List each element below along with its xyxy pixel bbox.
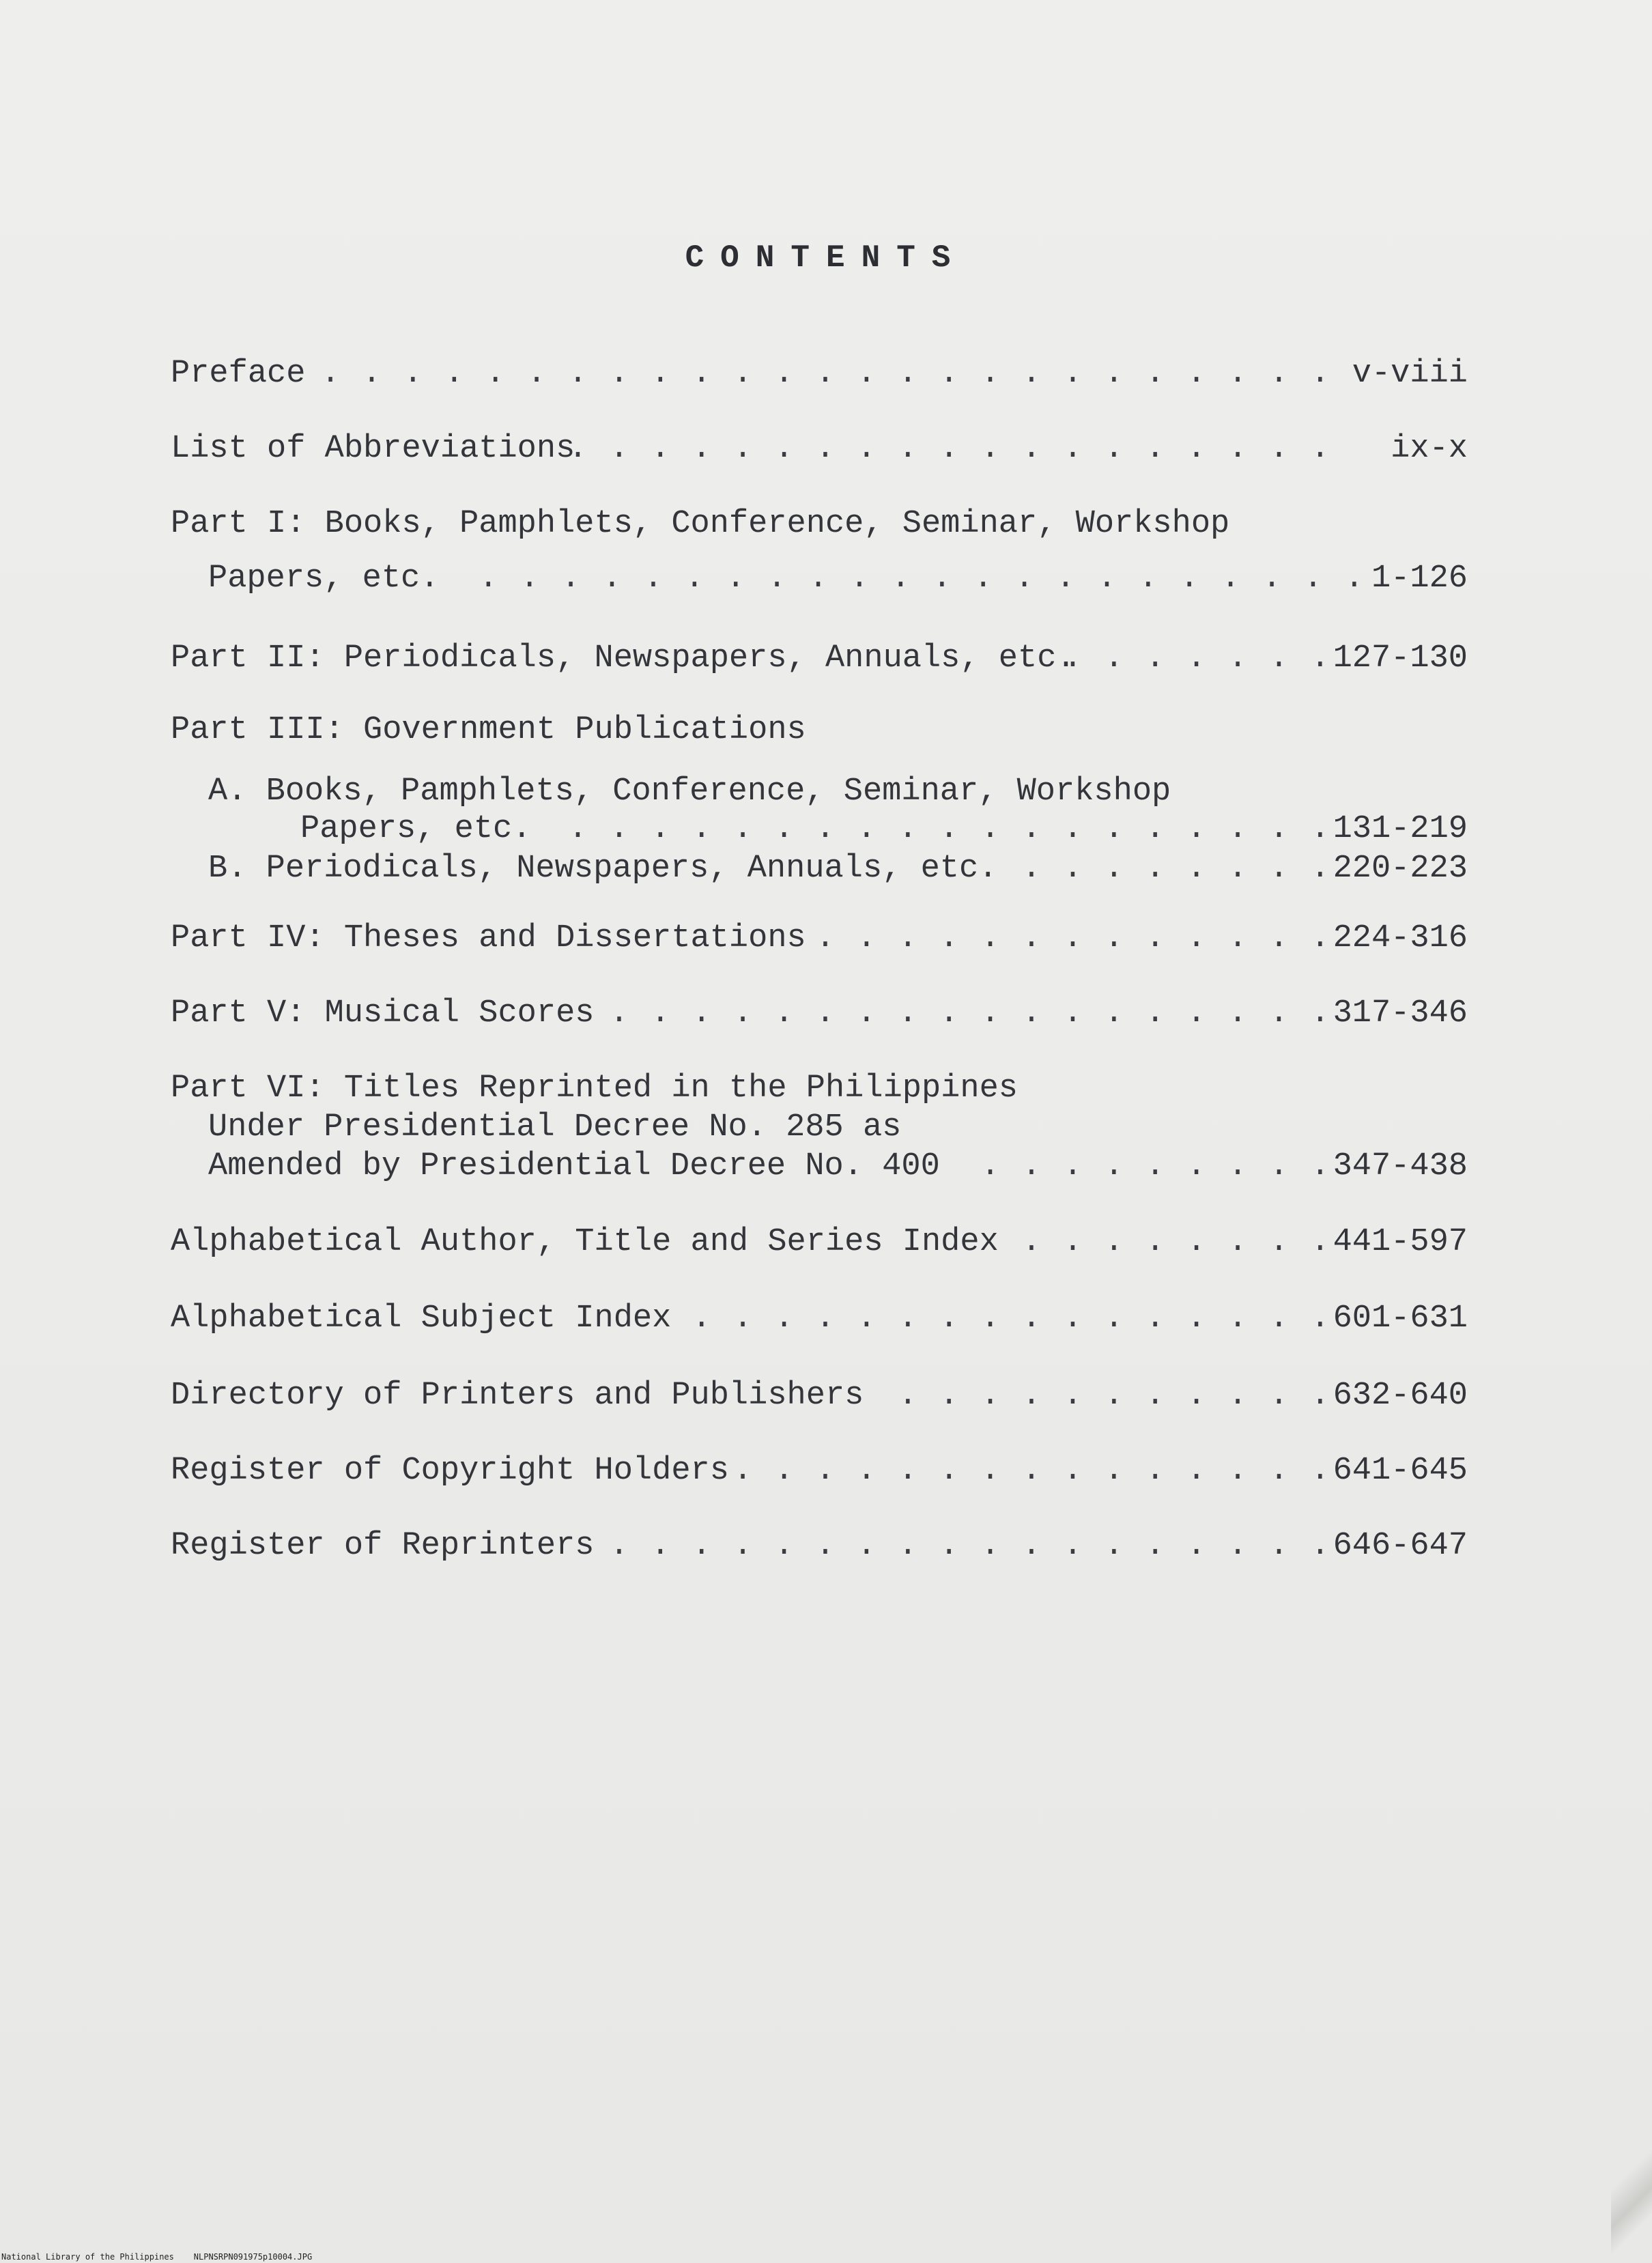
toc-entry-preface bbox=[171, 354, 305, 395]
toc-label: Directory of Printers and Publishers bbox=[171, 1378, 864, 1414]
toc-entry-part-6-cont2 bbox=[208, 1146, 940, 1187]
dot-leader bbox=[1065, 638, 1331, 679]
toc-label: Part IV: Theses and Dissertations bbox=[171, 920, 806, 956]
scan-footer bbox=[1, 2252, 312, 2262]
toc-label: Part II: Periodicals, Newspapers, Annuals, etc. bbox=[171, 640, 1076, 677]
toc-label: List of Abbreviations bbox=[171, 431, 575, 467]
dot-leader bbox=[614, 1526, 1331, 1567]
dot-leader bbox=[567, 429, 1331, 470]
toc-label: Part I: Books, Pamphlets, Conference, Seminar, Workshop bbox=[171, 506, 1230, 542]
toc-label: B. Periodicals, Newspapers, Annuals, etc. bbox=[208, 851, 998, 887]
toc-entry-abbreviations bbox=[171, 429, 575, 470]
toc-label: Alphabetical Subject Index bbox=[171, 1300, 672, 1337]
toc-entry-part-3a bbox=[208, 771, 1171, 812]
footer-library: National Library of the Philippines bbox=[1, 2252, 174, 2262]
toc-pages: 1-126 bbox=[1371, 560, 1468, 597]
toc-entry-part-3b bbox=[208, 849, 997, 889]
toc-entry-part-1 bbox=[171, 504, 1229, 545]
toc-pages: 347-438 bbox=[1333, 1148, 1468, 1184]
toc-pages: 224-316 bbox=[1333, 920, 1468, 956]
toc-entry-directory bbox=[171, 1376, 864, 1417]
toc-pages: 131-219 bbox=[1333, 811, 1468, 847]
toc-entry-part-6 bbox=[171, 1068, 1018, 1109]
toc-entry-part-4 bbox=[171, 918, 806, 959]
toc-pages: 127-130 bbox=[1333, 640, 1468, 677]
dot-leader bbox=[546, 809, 1331, 850]
dot-leader bbox=[1010, 849, 1331, 889]
contents-heading: CONTENTS bbox=[685, 240, 967, 276]
dot-leader bbox=[464, 558, 1365, 599]
toc-entry-part-6-cont bbox=[208, 1107, 901, 1148]
dot-leader bbox=[737, 1451, 1331, 1492]
toc-label-cont: Papers, etc. bbox=[208, 560, 440, 597]
dot-leader bbox=[874, 1376, 1331, 1417]
toc-label: Part III: Government Publications bbox=[171, 712, 806, 748]
toc-pages: 317-346 bbox=[1333, 995, 1468, 1031]
toc-label-cont: Under Presidential Decree No. 285 as bbox=[208, 1109, 902, 1145]
toc-label: Register of Reprinters bbox=[171, 1528, 595, 1564]
page-edge-shadow bbox=[1611, 2113, 1652, 2263]
toc-pages: 220-223 bbox=[1333, 851, 1468, 887]
toc-label: Part VI: Titles Reprinted in the Philippines bbox=[171, 1070, 1019, 1107]
toc-pages: ix-x bbox=[1391, 431, 1468, 467]
footer-filename: NLPNSRPN091975p10004.JPG bbox=[193, 2252, 313, 2262]
toc-entry-part-1-cont bbox=[208, 558, 439, 599]
toc-entry-part-2 bbox=[171, 638, 1076, 679]
toc-entry-part-3 bbox=[171, 710, 806, 751]
toc-pages: 601-631 bbox=[1333, 1300, 1468, 1337]
toc-pages: 632-640 bbox=[1333, 1378, 1468, 1414]
toc-entry-reprinters bbox=[171, 1526, 595, 1567]
toc-label: Alphabetical Author, Title and Series Index bbox=[171, 1224, 999, 1260]
dot-leader bbox=[956, 1146, 1331, 1187]
toc-label-cont: Amended by Presidential Decree No. 400 bbox=[208, 1148, 940, 1184]
toc-entry-author-index bbox=[171, 1222, 999, 1263]
toc-label: Register of Copyright Holders bbox=[171, 1453, 729, 1489]
dot-leader bbox=[683, 1298, 1331, 1339]
toc-label-cont: Papers, etc. bbox=[300, 811, 532, 847]
toc-label: Preface bbox=[171, 356, 306, 392]
toc-label: Part V: Musical Scores bbox=[171, 995, 595, 1031]
toc-entry-subject-index bbox=[171, 1298, 671, 1339]
dot-leader bbox=[314, 354, 1331, 395]
dot-leader bbox=[806, 918, 1331, 959]
toc-pages: 641-645 bbox=[1333, 1453, 1468, 1489]
toc-pages: 441-597 bbox=[1333, 1224, 1468, 1260]
dot-leader bbox=[614, 993, 1331, 1034]
toc-entry-part-3a-cont bbox=[300, 809, 531, 850]
toc-label: A. Books, Pamphlets, Conference, Seminar, Workshop bbox=[208, 773, 1171, 810]
toc-pages: 646-647 bbox=[1333, 1528, 1468, 1564]
dot-leader bbox=[997, 1222, 1331, 1263]
toc-pages: v-viii bbox=[1352, 356, 1468, 392]
toc-entry-copyright-holders bbox=[171, 1451, 729, 1492]
toc-entry-part-5 bbox=[171, 993, 595, 1034]
